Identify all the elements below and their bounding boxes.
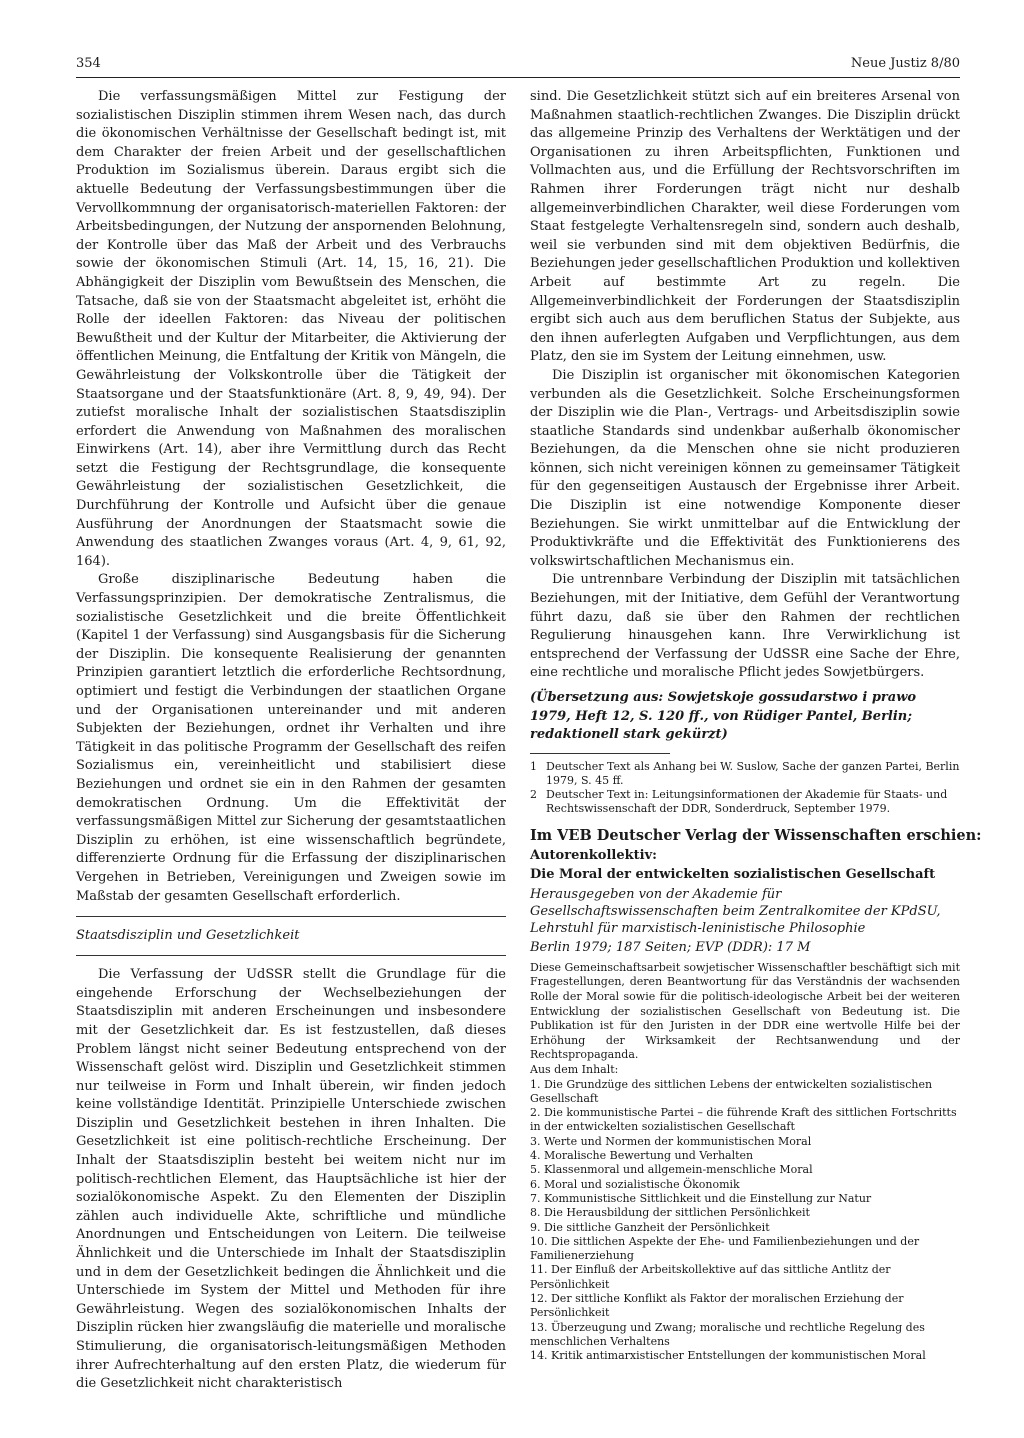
section-divider bbox=[76, 955, 506, 956]
footnote-number: 2 bbox=[530, 787, 537, 801]
contents-item: 5. Klassenmoral und allgemein-menschliche Moral bbox=[530, 1163, 813, 1177]
footnote-text: Deutscher Text als Anhang bei W. Suslow, Sache der ganzen Partei, Berlin 1979, S. 45 ff. bbox=[546, 759, 960, 787]
contents-item: 8. Die Herausbildung der sittlichen Persönlichkeit bbox=[530, 1206, 810, 1220]
book-publication-info: Berlin 1979; 187 Seiten; EVP (DDR): 17 M bbox=[530, 939, 811, 955]
book-authors: Autorenkollektiv: bbox=[530, 847, 657, 863]
book-editor: Herausgegeben von der Akademie für Gesellschaftswissenschaften beim Zentralkomitee der KPdSU, Lehrstuhl für marxistisch-leninistische Philosophie bbox=[530, 886, 941, 936]
book-notice-heading: Im VEB Deutscher Verlag der Wissenschaften erschien: bbox=[530, 826, 982, 844]
contents-item: 9. Die sittliche Ganzheit der Persönlichkeit bbox=[530, 1220, 770, 1234]
paragraph: Große disziplinarische Bedeutung haben die Verfassungsprinzipien. Der demokratische Zentralismus, die sozialistische Gesetzlichkeit und die breite Öffentlichkeit (Kapitel 1 der Verfassung) sind Ausgangsbasis für die Sicherung der Disziplin. Die konsequente Realisierung der genannten Prinzipien garantiert letztlich die erforderliche Rechtsordnung, optimiert und festigt die Verbindungen der staatlichen Organe und der Organisationen untereinander und mit anderen Subjekten der Beziehungen, ordnet ihr Verhalten und ihre Tätigkeit in das politische Programm der Gesellschaft des reifen Sozialismus ein, vereinheitlicht und stabilisiert diese Beziehungen und ordnet sie ein in den Rahmen der gesamten demokratischen Ordnung. Um die Effektivität der verfassungsmäßigen Mittel zur Sicherung der gesamtstaatlichen Disziplin zu erhöhen, ist eine wissenschaftlich begründete, differenzierte Ordnung für die Erfassung der disziplinarischen Vergehen in Betrieben, Vereinigungen und Zweigen sowie im Maßstab der gesamten Gesellschaft erforderlich. bbox=[76, 572, 506, 904]
contents-item: 3. Werte und Normen der kommunistischen Moral bbox=[530, 1134, 812, 1148]
book-description: Diese Gemeinschaftsarbeit sowjetischer Wissenschaftler beschäftigt sich mit Fragestellungen, deren Beantwortung für das Verständnis der wachsenden Rolle der Moral sowie für die politisch-ideologische Arbeit bei der weiteren Entwicklung der sozialistischen Gesellschaft von Bedeutung ist. Die Publikation ist für den Juristen in der DDR eine wertvolle Hilfe bei der Erhöhung der Wirksamkeit der Rechtsanwendung und der Rechtspropaganda. bbox=[530, 960, 960, 1062]
paragraph: sind. Die Gesetzlichkeit stützt sich auf ein breiteres Arsenal von Maßnahmen staatlich-rechtlichen Zwanges. Die Disziplin drückt das allgemeine Prinzip des Verhaltens der Werktätigen und der Organisationen zu ihren Arbeitspflichten, Funktionen und Vollmachten aus, und die Erfüllung der Rechtsvorschriften im Rahmen ihrer Forderungen trägt nicht nur deshalb allgemeinverbindlichen Charakter, weil diese Forderungen vom Staat festgelegte Verhaltensregeln sind, sondern auch deshalb, weil sie verbunden sind mit dem objektiven Bedürfnis, die Beziehungen jeder gesellschaftlichen Produktion und kollektiven Arbeit auf bestimmte Art zu regeln. Die Allgemeinverbindlichkeit der Forderungen der Staatsdisziplin ergibt sich auch aus dem beruflichen Status der Subjekte, aus den ihnen auferlegten Aufgaben und Verpflichtungen, aus dem Platz, den sie im System der Leitung einnehmen, usw. bbox=[530, 89, 960, 365]
paragraph: Die Disziplin ist organischer mit ökonomischen Kategorien verbunden als die Gesetzlichkeit. Solche Erscheinungsformen der Disziplin wie die Plan-, Vertrags- und Arbeitsdisziplin sowie staatliche Standards sind undenkbar außerhalb ökonomischer Beziehungen, da die Menschen ohne sie nicht produzieren können, sich nicht vereinigen können zu gemeinsamer Tätigkeit für den gegenseitigen Austausch der Ergebnisse ihrer Arbeit. Die Disziplin ist eine notwendige Komponente dieser Beziehungen. Sie wirkt unmittelbar auf die Entwicklung der Produktivkräfte und die Effektivität des Funktionierens des volkswirtschaftlichen Mechanismus ein. bbox=[530, 367, 960, 569]
page-number: 354 bbox=[76, 56, 101, 71]
contents-item: 7. Kommunistische Sittlichkeit und die Einstellung zur Natur bbox=[530, 1191, 872, 1205]
footnote bbox=[530, 788, 960, 816]
contents-item: 6. Moral und sozialistische Ökonomik bbox=[530, 1177, 740, 1191]
section-divider bbox=[76, 916, 506, 917]
contents-item: 14. Kritik antimarxistischer Entstellungen der kommunistischen Moral bbox=[530, 1349, 926, 1363]
footnote-number: 1 bbox=[530, 759, 537, 773]
footnote-text: Deutscher Text in: Leitungsinformationen der Akademie für Staats- und Rechtswissenschaft der DDR, Sonderdruck, September 1979. bbox=[546, 787, 948, 815]
contents-item: 1. Die Grundzüge des sittlichen Lebens der entwickelten sozialistischen Gesellschaft bbox=[530, 1077, 933, 1105]
contents-item: 4. Moralische Bewertung und Verhalten bbox=[530, 1149, 754, 1163]
contents-item: 12. Der sittliche Konflikt als Faktor der moralischen Erziehung der Persönlichkeit bbox=[530, 1291, 904, 1320]
paragraph: Die verfassungsmäßigen Mittel zur Festigung der sozialistischen Disziplin stimmen ihrem Wesen nach, das durch die ökonomischen Verhältnisse der Gesellschaft bedingt ist, mit dem Charakter der freien Arbeit und der gesellschaftlichen Produktion im Sozialismus überein. Daraus ergibt sich die aktuelle Bedeutung der Verfassungsbestimmungen über die Vervollkommnung der organisatorisch-materiellen Faktoren: der Arbeitsbedingungen, der Nutzung der anspornenden Belohnung, der Kontrolle über das Maß der Arbeit und des Verbrauchs sowie der ökonomischen Stimuli (Art. 14, 15, 16, 21). Die Abhängigkeit der Disziplin vom Bewußtsein des Menschen, die Tatsache, daß sie von der Staatsmacht abgeleitet ist, erhöht die Rolle der ideellen Faktoren: das Niveau der politischen Bewußtheit und der Kultur der Mitarbeiter, die Aktivierung der öffentlichen Meinung, die Entfaltung der Kritik von Mängeln, die Gewährleistung der Volkskontrolle über die Tätigkeit der Staatsorgane und der Staatsfunktionäre (Art. 8, 9, 49, 94). Der zutiefst moralische Inhalt der sozialistischen Staatsdisziplin erfordert die Anwendung von Maßnahmen des moralischen Einwirkens (Art. 14), aber ihre Vermittlung durch das Recht setzt die Festigung der Rechtsgrundlage, die konsequente Gewährleistung der sozialistischen Gesetzlichkeit, die Durchführung der Kontrolle und Aufsicht über die genaue Ausführung der Anordnungen der Staatsmacht sowie die Anwendung des staatlichen Zwanges voraus (Art. 4, 9, 61, 92, 164). bbox=[76, 89, 506, 569]
translation-note: (Übersetzung aus: Sowjetskoje gossudarstwo i prawo 1979, Heft 12, S. 120 ff., von Rüdiger Pantel, Berlin; redaktionell stark gekürzt) bbox=[530, 690, 917, 743]
right-column bbox=[530, 88, 982, 1363]
left-column bbox=[76, 88, 506, 1394]
contents-list bbox=[530, 1078, 960, 1364]
header-rule bbox=[76, 77, 960, 78]
contents-item: 11. Der Einfluß der Arbeitskollektive auf das sittliche Antlitz der Persönlichkeit bbox=[530, 1263, 891, 1291]
footnote bbox=[530, 760, 960, 788]
footnote-rule bbox=[530, 753, 670, 754]
contents-item: 2. Die kommunistische Partei – die führende Kraft des sittlichen Fortschritts in der entwickelten sozialistischen Gesellschaft bbox=[530, 1106, 957, 1134]
contents-heading: Aus dem Inhalt: bbox=[530, 1062, 619, 1076]
book-title: Die Moral der entwickelten sozialistischen Gesellschaft bbox=[530, 866, 936, 882]
contents-item: 10. Die sittlichen Aspekte der Ehe- und Familienbeziehungen und der Familienerziehung bbox=[530, 1234, 920, 1263]
section-title: Staatsdisziplin und Gesetzlichkeit bbox=[76, 928, 300, 944]
paragraph: Die untrennbare Verbindung der Disziplin mit tatsächlichen Beziehungen, mit der Initiative, dem Gefühl der Verantwortung führt dazu, daß sie über den Rahmen der rechtlichen Regulierung hinausgehen kann. Ihre Verwirklichung ist entsprechend der Verfassung der UdSSR eine Sache der Ehre, eine rechtliche und moralische Pflicht jedes Sowjetbürgers. bbox=[530, 572, 960, 681]
journal-issue: Neue Justiz 8/80 bbox=[850, 56, 960, 71]
paragraph: Die Verfassung der UdSSR stellt die Grundlage für die eingehende Erforschung der Wechselbeziehungen der Staatsdisziplin mit anderen Erscheinungen und insbesondere mit der Gesetzlichkeit dar. Es ist festzustellen, daß dieses Problem längst nicht seiner Bedeutung entsprechend von der Wissenschaft gelöst wird. Disziplin und Gesetzlichkeit stimmen nur teilweise in Form und Inhalt überein, wir finden jedoch keine vollständige Identität. Prinzipielle Unterschiede zwischen Disziplin und Gesetzlichkeit bestehen in ihren Inhalten. Die Gesetzlichkeit ist eine politisch-rechtliche Erscheinung. Der Inhalt der Staatsdisziplin besteht bei weitem nicht nur im politisch-rechtlichen Element, das Hauptsächliche ist hier der sozialökonomische Aspekt. Zu den Elementen der Disziplin zählen auch individuelle Akte, schriftliche und mündliche Anordnungen und Entscheidungen von Leitern. Die teilweise Ähnlichkeit und die Unterschiede im Inhalt der Staatsdisziplin und in dem der Gesetzlichkeit bedingen die Ähnlichkeit und die Unterschiede im System der Mittel und Methoden für ihre Gewährleistung. Wegen des sozialökonomischen Inhalts der Disziplin rücken hier zwangsläufig die materielle und moralische Stimulierung, die organisatorisch-leitungsmäßigen Methoden ihrer Aufrechterhaltung auf den ersten Platz, die wiederum für die Gesetzlichkeit nicht charakteristisch bbox=[76, 967, 506, 1392]
contents-item: 13. Überzeugung und Zwang; moralische und rechtliche Regelung des menschlichen Verhaltens bbox=[530, 1320, 925, 1348]
